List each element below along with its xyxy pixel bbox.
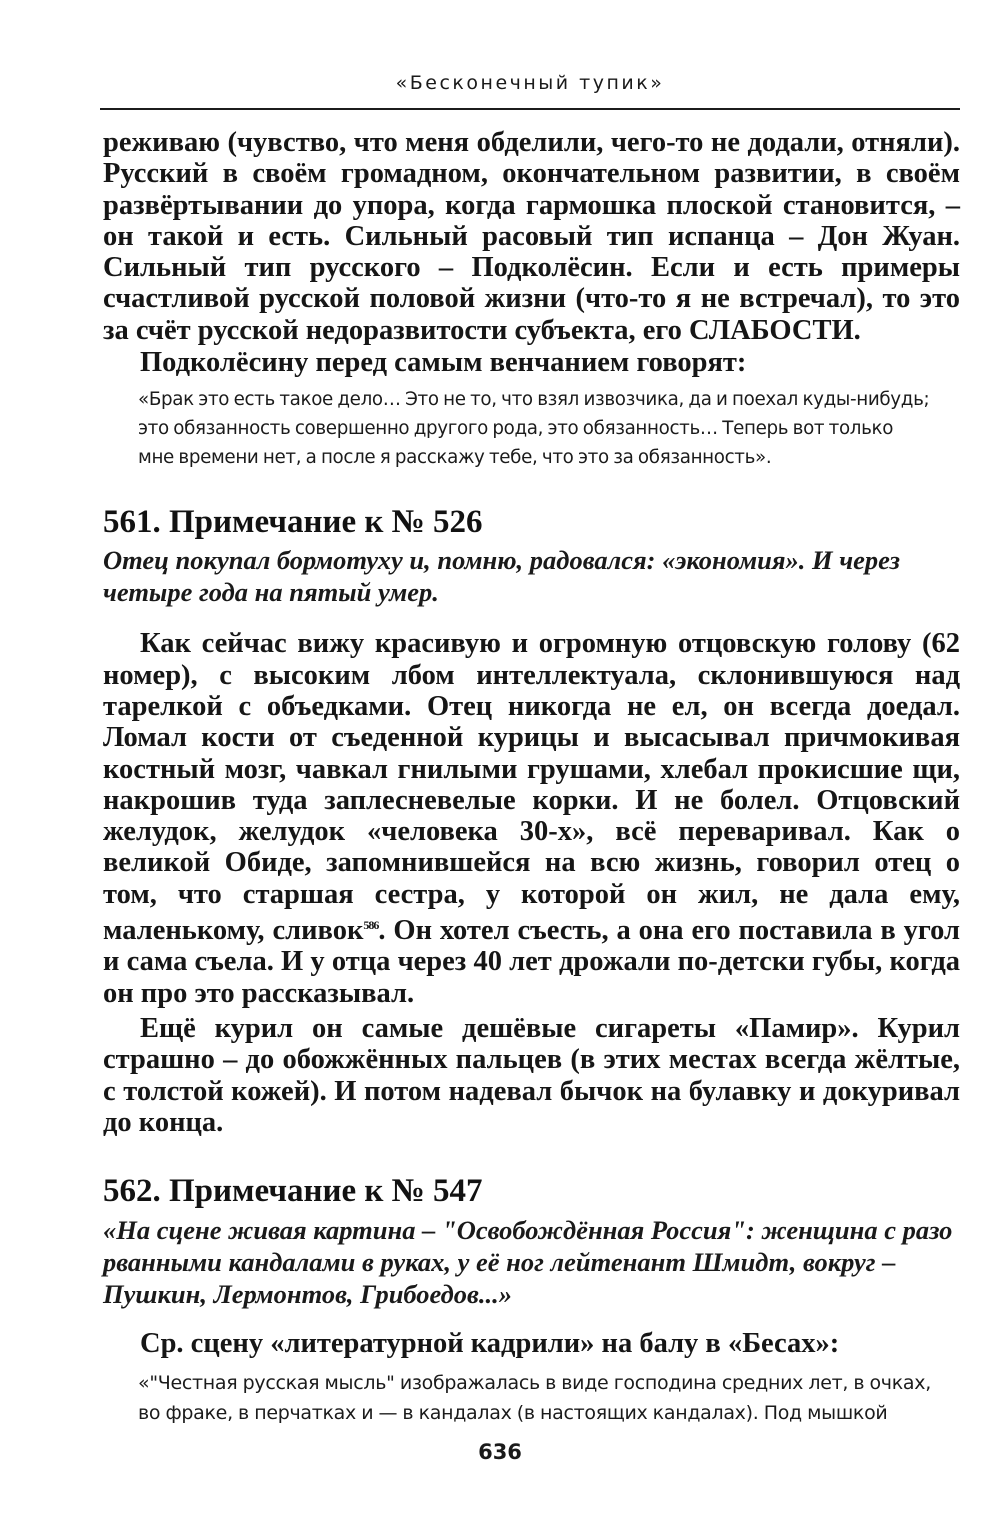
epigraph-line: Пушкин, Лермонтов, Грибоедов...» [103,1279,513,1310]
epigraph-line: Отец покупал бормотуху и, помню, радовался: «экономия». И через [103,545,900,576]
quote-line: «"Честная русская мысль" изображалась в виде господина средних лет, в очках, [138,1372,931,1395]
epigraph-line: «На сцене живая картина – "Освобождённая Россия": женщина с разо [103,1215,953,1246]
quote-line: во фраке, в перчатках и — в кандалах (в настоящих кандалах). Под мышкой [138,1402,888,1425]
section-heading: 561. Примечание к № 526 [103,504,483,541]
header-rule [100,108,960,110]
father-text: Как сейчас вижу красивую и огромную отцовскую голову (62 номер), с высоким лбом интеллектуала, склонившуюся над тарелкой с объедками. Отец никогда не ел, он всегда доедал. Ломал кости от съеденной курицы и высасывал причмокивая костный мозг, чавкал гнилыми грушами, хлебал прокисшие щи, накрошив туда заплесневелые корки. И не болел. Отцовский желудок, желудок «человека 30-х», всё переваривал. Как о великой Обиде, запомнившейся на всю жизнь, говорил отец о том, что старшая сестра, у которой он жил, не дала ему, маленькому, сливок [103,628,960,947]
section-epigraph [103,544,960,608]
epigraph-line: рванными кандалами в руках, у её ног лейтенант Шмидт, вокруг – [103,1247,896,1278]
podkolesin-intro: Подколёсину перед самым венчанием говорят: [140,347,747,379]
page-number: 636 [478,1440,522,1464]
section-epigraph [103,1214,960,1310]
epigraph-line: четыре года на пятый умер. [103,577,439,608]
quote-line: это обязанность совершенно другого рода, это обязанность… Теперь вот только [138,418,894,440]
besy-intro: Ср. сцену «литературной кадрили» на балу в «Бесах»: [140,1328,840,1360]
quote-line: мне времени нет, а после я расскажу тебе, что это за обязанность». [138,447,772,469]
running-title: «Бесконечный тупик» [395,72,665,94]
dostoevsky-quote [103,1368,960,1428]
footnote-reference: 586 [363,918,379,933]
page-body [103,127,960,1428]
pamir-paragraph: Ещё курил он самые дешёвые сигареты «Памир». Курил страшно – до обожжённых пальцев (в этих местах всегда жёлтые, с толстой кожей). И потом надевал бычок на булавку и докуривал до конца. [103,1012,960,1138]
father-paragraph [103,628,960,1009]
gogol-quote [103,385,960,472]
opening-paragraph: реживаю (чувство, что меня обделили, чего-то не додали, отняли). Русский в своём громадном, окончательном развитии, в своём развёртывании до упора, когда гармошка плоской становится, – он такой и есть. Сильный расовый тип испанца – Дон Жуан. Сильный тип русского – Подколёсин. Если и есть примеры счастливой русской половой жизни (что-то я не встречал), то это за счёт русской недоразвитости субъекта, его СЛАБОСТИ. [103,127,960,346]
section-heading: 562. Примечание к № 547 [103,1173,483,1210]
quote-line: «Брак это есть такое дело… Это не то, что взял извозчика, да и поехал куды-нибудь; [138,389,930,411]
father-text-continued: . Он хотел съесть, а она его поставила в угол и сама съела. И у отца через 40 лет дрожали по-детски губы, когда он про это рассказывал. [103,915,960,1009]
